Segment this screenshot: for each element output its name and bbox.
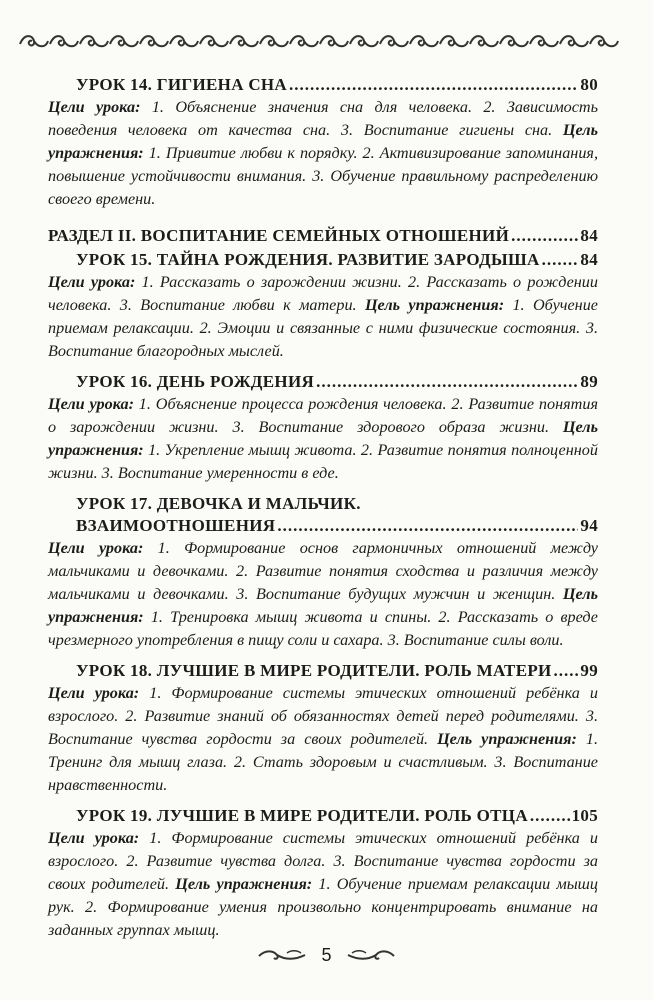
goals-text: 1. Объяснение процесса рождения человека. 2. Развитие понятия о зарождении жизни. 3. Воспитание здорового образа жизни. xyxy=(48,395,598,436)
lesson-description xyxy=(48,393,598,485)
dot-leader xyxy=(277,515,578,537)
goals-label: Цели урока: xyxy=(48,539,144,557)
dot-leader xyxy=(289,74,578,96)
exercise-label: Цель упражнения: xyxy=(48,585,598,626)
exercise-text: 1. Привитие любви к порядку. 2. Активизирование запоминания, повышение устойчивости внимания. 3. Обучение правильному распределению своего времени. xyxy=(48,144,598,208)
dot-leader xyxy=(542,249,579,271)
exercise-text: 1. Обучение приемам релаксации. 2. Эмоции и связанные с ними физические состояния. 3. Воспитание благородных мыслей. xyxy=(48,296,598,360)
toc-entry-lesson-14 xyxy=(48,74,598,211)
goals-text: 1. Объяснение значения сна для человека. 2. Зависимость поведения человека от качества сна. 3. Воспитание гигиены сна. xyxy=(48,98,598,139)
lesson-description xyxy=(48,96,598,211)
exercise-label: Цель упражнения: xyxy=(175,875,313,893)
page-ref: 89 xyxy=(580,372,598,391)
toc-entry-title-line[interactable] xyxy=(76,249,598,271)
toc-entry-lesson-15 xyxy=(48,249,598,363)
goals-label: Цели урока: xyxy=(48,395,134,413)
page-ref: 94 xyxy=(580,516,598,535)
toc-entry-title-line[interactable] xyxy=(76,74,598,96)
exercise-label: Цель упражнения: xyxy=(364,296,505,314)
lesson-title: УРОК 16. ДЕНЬ РОЖДЕНИЯ xyxy=(76,372,315,391)
dot-leader xyxy=(316,371,578,393)
toc-entry-lesson-17 xyxy=(48,493,598,652)
toc-entry-lesson-16 xyxy=(48,371,598,485)
table-of-contents xyxy=(48,74,598,950)
lesson-title: УРОК 19. ЛУЧШИЕ В МИРЕ РОДИТЕЛИ. РОЛЬ ОТЦА xyxy=(76,806,528,825)
goals-label: Цели урока: xyxy=(48,98,141,116)
toc-entry-lesson-18 xyxy=(48,660,598,797)
page-ref: 80 xyxy=(580,75,598,94)
page-footer xyxy=(0,940,653,970)
exercise-label: Цель упражнения: xyxy=(48,121,598,162)
lesson-title: УРОК 15. ТАЙНА РОЖДЕНИЯ. РАЗВИТИЕ ЗАРОДЫША xyxy=(76,250,540,269)
dot-leader xyxy=(511,225,578,247)
page-number: 5 xyxy=(321,944,332,965)
goals-label: Цели урока: xyxy=(48,273,136,291)
goals-text: 1. Рассказать о зарождении жизни. 2. Рассказать о рождении человека. 3. Воспитание любви к матери. xyxy=(48,273,598,314)
lesson-description xyxy=(48,682,598,797)
top-ornament-border xyxy=(18,30,630,52)
toc-section-title-line[interactable] xyxy=(48,225,598,247)
goals-text: 1. Формирование системы этических отношений ребёнка и взрослого. 2. Развитие чувства долга. 3. Воспитание чувства гордости за своих родителей. xyxy=(48,829,598,893)
lesson-title: УРОК 18. ЛУЧШИЕ В МИРЕ РОДИТЕЛИ. РОЛЬ МАТЕРИ xyxy=(76,661,552,680)
toc-entry-lesson-19 xyxy=(48,805,598,942)
toc-entry-title-line[interactable] xyxy=(76,660,598,682)
page-ref: 99 xyxy=(580,661,598,680)
page-ref: 105 xyxy=(571,806,598,825)
dot-leader xyxy=(554,660,579,682)
section-title: РАЗДЕЛ II. ВОСПИТАНИЕ СЕМЕЙНЫХ ОТНОШЕНИЙ xyxy=(48,226,510,245)
goals-label: Цели урока: xyxy=(48,684,140,702)
lesson-title-first-line[interactable]: УРОК 17. ДЕВОЧКА И МАЛЬЧИК. xyxy=(76,494,361,513)
lesson-title: УРОК 14. ГИГИЕНА СНА xyxy=(76,75,288,94)
exercise-text: 1. Тренировка мышц живота и спины. 2. Рассказать о вреде чрезмерного употребления в пищу соли и сахара. 3. Воспитание силы воли. xyxy=(48,608,598,649)
dot-leader xyxy=(530,805,570,827)
exercise-text: 1. Тренинг для мышц глаза. 2. Стать здоровым и счастливым. 3. Воспитание нравственности. xyxy=(48,730,598,794)
left-ornament-icon xyxy=(257,948,307,962)
toc-entry-title-line[interactable] xyxy=(76,805,598,827)
goals-label: Цели урока: xyxy=(48,829,140,847)
exercise-label: Цель упражнения: xyxy=(437,730,577,748)
page-ref: 84 xyxy=(580,250,598,269)
lesson-description xyxy=(48,537,598,652)
goals-text: 1. Формирование системы этических отношений ребёнка и взрослого. 2. Развитие знаний об обязанностях детей перед родителями. 3. Воспитание чувства гордости за своих родителей. xyxy=(48,684,598,748)
page-ref: 84 xyxy=(580,226,598,245)
exercise-text: 1. Обучение приемам релаксации мышц рук. 2. Формирование умения произвольно концентрировать внимание на заданных группах мышц. xyxy=(48,875,598,939)
lesson-description xyxy=(48,271,598,363)
exercise-text: 1. Укрепление мышц живота. 2. Развитие понятия полноценной жизни. 3. Воспитание умеренности в еде. xyxy=(48,441,598,482)
toc-entry-title-line[interactable] xyxy=(76,371,598,393)
right-ornament-icon xyxy=(346,948,396,962)
toc-entry-title-line[interactable] xyxy=(76,515,598,537)
lesson-title: ВЗАИМООТНОШЕНИЯ xyxy=(76,516,276,535)
exercise-label: Цель упражнения: xyxy=(48,418,598,459)
goals-text: 1. Формирование основ гармоничных отношений между мальчиками и девочками. 2. Развитие понятия сходства и различия между мальчиками и девочками. 3. Воспитание будущих мужчин и женщин. xyxy=(48,539,598,603)
lesson-description xyxy=(48,827,598,942)
